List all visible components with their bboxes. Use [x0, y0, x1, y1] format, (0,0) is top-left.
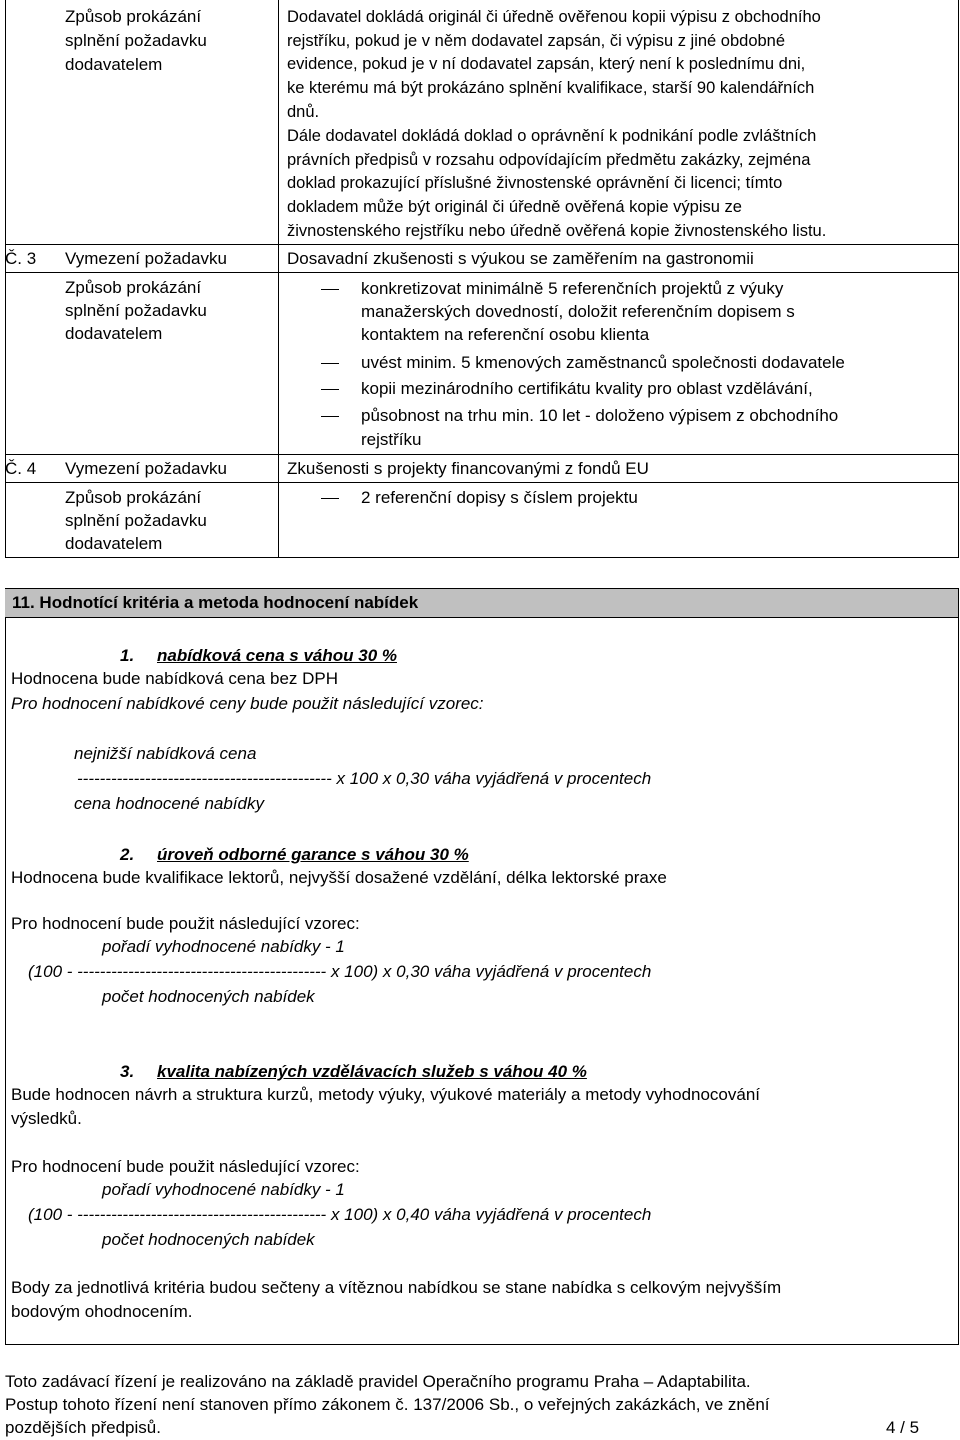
requirement-value: Zkušenosti s projekty financovanými z fondů EU — [287, 459, 649, 478]
requirement-label: Vymezení požadavku — [65, 459, 227, 478]
section-heading: 11. Hodnotící kritéria a metoda hodnocení nabídek — [5, 588, 958, 618]
page-number: 4 / 5 — [886, 1418, 920, 1437]
requirement-value: Dosavadní zkušenosti s výukou se zaměřením na gastronomii — [287, 249, 754, 268]
requirement-label: Vymezení požadavku — [65, 249, 227, 268]
requirement-number: Č. 3 — [5, 249, 37, 268]
requirement-number: Č. 4 — [5, 459, 37, 478]
